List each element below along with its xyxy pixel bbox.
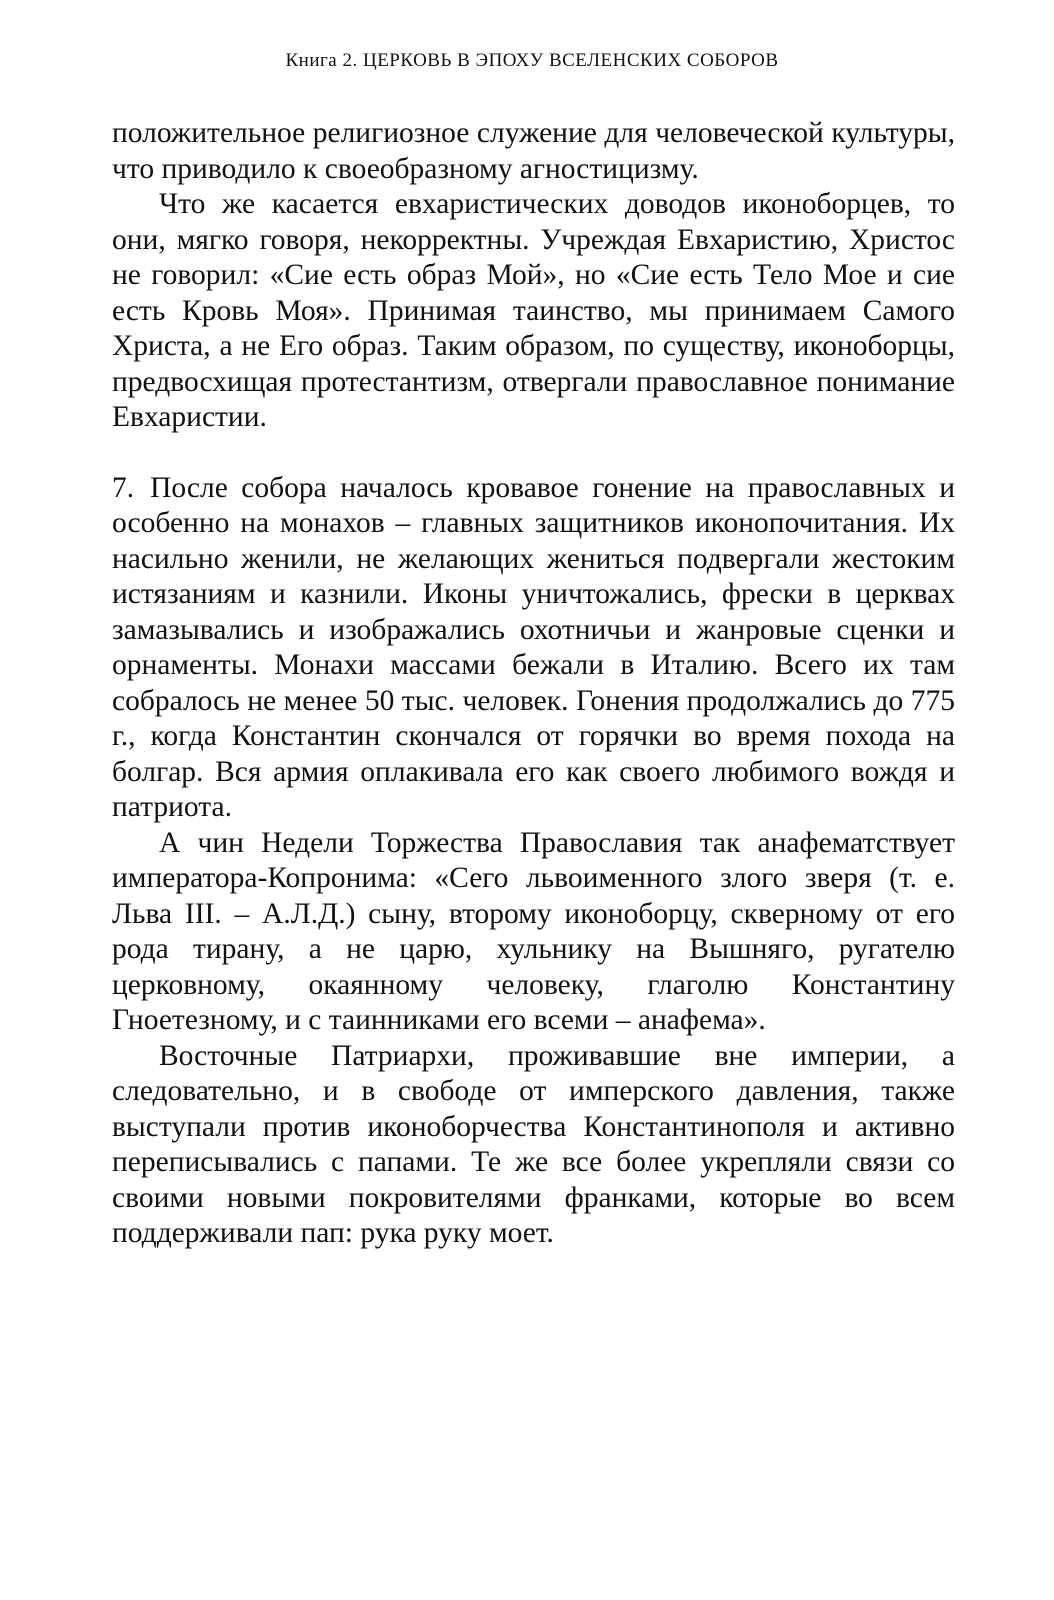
paragraph-section-7 [112, 471, 955, 826]
section-7-text: После собора началось кровавое гонение на православных и особенно на монахов – главных защитников иконопочитания. Их насильно женили, не желающих жениться подвергали жестоким истязаниям и казнили. Иконы уничтожались, фрески в церквах замазывались и изображались охотничьи и жанровые сценки и орнаменты. Монахи массами бежали в Италию. Всего их там собралось не менее 50 тыс. человек. Гонения продолжались до 775 г., когда Константин скончался от горячки во время похода на болгар. Вся армия оплакивала его как своего любимого вождя и патриота. [112, 471, 955, 823]
paragraph-eucharist: Что же касается евхаристических доводов иконоборцев, то они, мягко говоря, некорректны. Учреждая Евхаристию, Христос не говорил: «Сие есть образ Мой», но «Сие есть Тело Мое и сие есть Кровь Моя». Принимая таинство, мы принимаем Самого Христа, а не Его образ. Таким образом, по существу, иконоборцы, предвосхищая протестантизм, отвергали православное понимание Евхаристии. [112, 188, 955, 433]
paragraph-anathema: А чин Недели Торжества Православия так анафематствует императора-Копронима: «Сего львоименного злого зверя (т. е. Льва III. – А.Л.Д.) сыну, второму иконоборцу, скверному от его рода тирану, а не царю, хульнику на Вышняго, ругателю церковному, окаянному человеку, глаголю Константину Гноетезному, и с таинниками его всеми – анафема». [112, 826, 955, 1036]
body-text [112, 116, 955, 1252]
paragraph-patriarchs: Восточные Патриархи, проживавшие вне империи, а следовательно, и в свободе от имперского давления, также выступали против иконоборчества Константинополя и активно переписывались с папами. Те же все более укрепляли связи со своими новыми покровителями франками, которые во всем поддерживали пап: рука руку моет. [112, 1039, 955, 1249]
paragraph-continuation: положительное религиозное служение для человеческой культуры, что приводило к своеобразному агностицизму. [112, 117, 955, 185]
section-number: 7. [112, 471, 135, 504]
running-head: Книга 2. ЦЕРКОВЬ В ЭПОХУ ВСЕЛЕНСКИХ СОБОРОВ [285, 50, 779, 71]
